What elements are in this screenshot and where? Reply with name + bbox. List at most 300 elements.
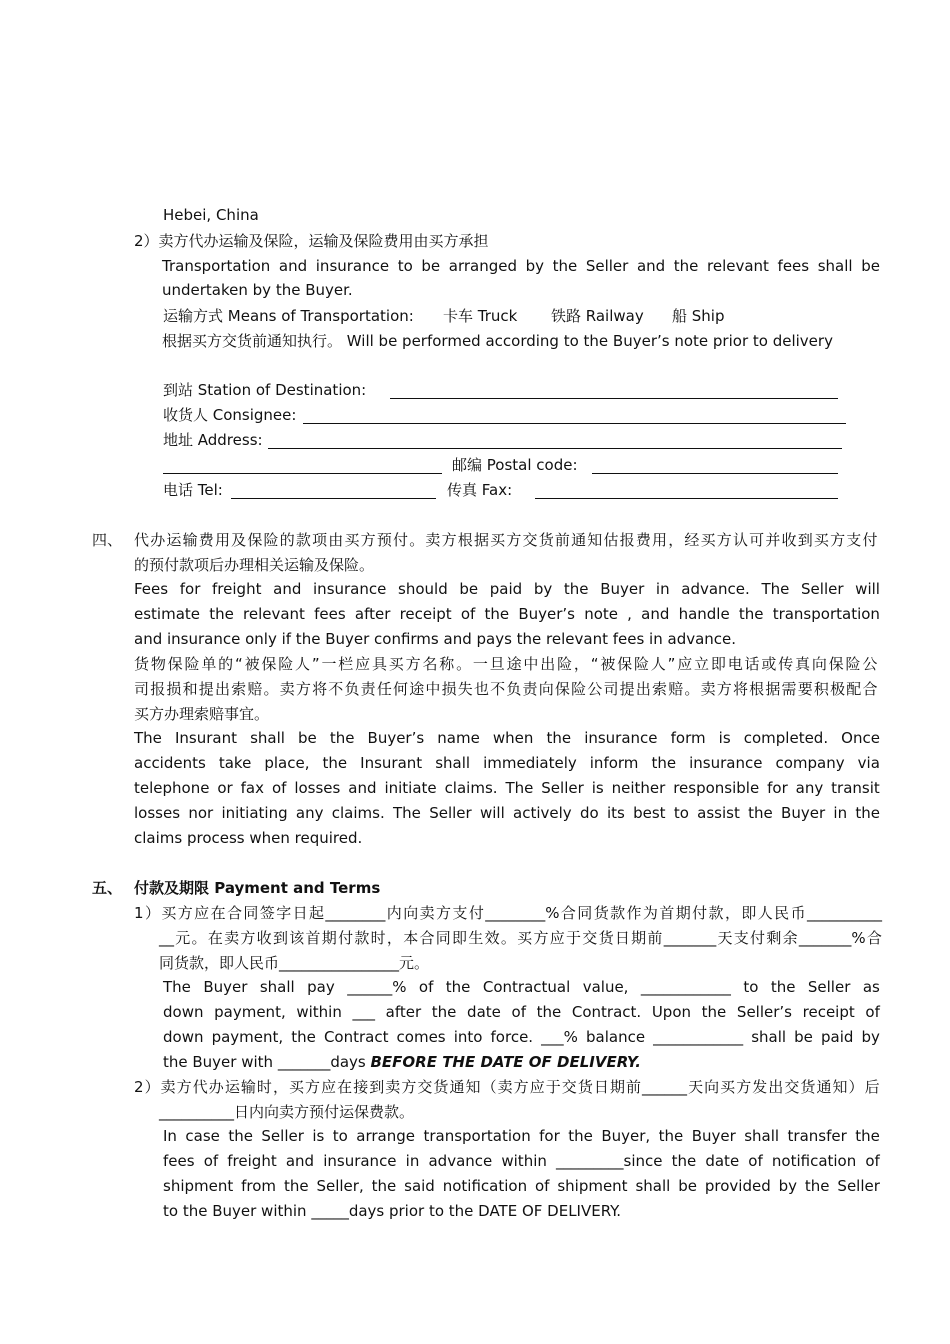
text-token: 天 — [688, 1078, 704, 1096]
text-token: 货 — [577, 1078, 593, 1096]
text-token: 应 — [194, 904, 210, 922]
text-token: the — [568, 1127, 593, 1145]
text-token: 报 — [619, 531, 635, 549]
text-token: 中 — [425, 680, 441, 698]
text-token: 货 — [433, 1078, 449, 1096]
section-5-item-1-cn-line-1 — [134, 903, 882, 923]
text-token: 并 — [765, 531, 781, 549]
text-token: of — [460, 605, 476, 623]
text-token: and — [641, 605, 670, 623]
text-token: the — [371, 1177, 397, 1195]
text-token: 经 — [684, 531, 700, 549]
text-token: 赔 — [247, 680, 263, 698]
text-token: 方 — [405, 655, 421, 673]
section-4-en1-line-1 — [134, 579, 880, 599]
text-token: 。 — [500, 929, 516, 947]
text-token: is — [312, 1127, 325, 1145]
text-token: 将 — [312, 680, 328, 698]
text-token: 提 — [619, 680, 635, 698]
consignee-blank — [303, 423, 846, 424]
text-token: 出 — [214, 680, 230, 698]
text-token: the — [322, 754, 348, 772]
text-token: ” — [667, 655, 676, 673]
text-token: 交 — [561, 1078, 577, 1096]
text-token: 买 — [344, 531, 360, 549]
text-token: be — [678, 1177, 697, 1195]
text-token: 称 — [439, 655, 455, 673]
text-token: 保 — [167, 655, 183, 673]
text-token: the — [701, 1003, 727, 1021]
text-token: 收 — [256, 929, 272, 947]
text-token: transit — [831, 779, 880, 797]
section-5-item-1-cn-line-2 — [159, 928, 882, 948]
text-token: company — [775, 754, 845, 772]
text-token: or — [217, 779, 233, 797]
text-token: the — [651, 754, 677, 772]
text-token: 通 — [571, 531, 587, 549]
text-token: 于 — [545, 1078, 561, 1096]
text-token: the — [431, 1003, 457, 1021]
text-token: force. — [490, 1028, 534, 1046]
station-label: 到站 Station of Destination: — [163, 381, 367, 399]
text-token: Contractual — [482, 978, 571, 996]
text-token: ， — [573, 655, 589, 673]
text-token: 途 — [506, 655, 522, 673]
text-token: Fees — [134, 580, 169, 598]
text-token: advance. — [681, 580, 750, 598]
text-token: receipt — [802, 1003, 855, 1021]
text-token: freight — [227, 1152, 277, 1170]
text-token: 人 — [757, 904, 773, 922]
section-5-item-1-en-line-1 — [163, 977, 880, 997]
section-5-item-1-cn-line-3: 同货款，即人民币________________元。 — [159, 954, 430, 972]
text-token: 期 — [675, 904, 691, 922]
text-token: the — [291, 1028, 316, 1046]
section-5-item-1-en-line-2 — [163, 1002, 880, 1022]
text-token: insurance — [315, 257, 390, 275]
text-token: 认 — [732, 531, 748, 549]
postal-blank — [592, 473, 838, 474]
text-token: comes — [396, 1028, 446, 1046]
text-token: 卖 — [279, 680, 295, 698]
text-token: 付 — [692, 904, 708, 922]
text-token: neither — [611, 779, 666, 797]
text-token: shall — [744, 1127, 780, 1145]
text-token: 司 — [134, 680, 150, 698]
text-token: 款 — [708, 904, 724, 922]
text-token: ______% — [347, 978, 407, 996]
text-token: shipment — [557, 1177, 628, 1195]
text-token: of — [748, 1152, 763, 1170]
text-token: in — [833, 804, 848, 822]
text-token: ） — [144, 904, 160, 922]
text-token: 货 — [598, 929, 614, 947]
text-token: actively — [513, 804, 572, 822]
text-token: “ — [234, 655, 243, 673]
text-token: 责 — [522, 680, 538, 698]
text-token: Buyer — [781, 804, 826, 822]
text-token: arranged — [448, 257, 517, 275]
text-token: ， — [272, 1078, 288, 1096]
item-2-en-line-2: undertaken by the Buyer. — [162, 281, 353, 299]
section-5-item-2-en-line-2 — [163, 1151, 880, 1171]
text-token: 到 — [797, 531, 813, 549]
section-5-item-2-en-line-3 — [163, 1176, 880, 1196]
text-token: 任 — [376, 680, 392, 698]
text-token: provided — [704, 1177, 771, 1195]
text-token: losses — [294, 779, 341, 797]
section-5-item-2-cn-line-2: __________日内向卖方预付运保费款。 — [159, 1103, 415, 1121]
section-5-item-2-en-line-4: to the Buyer within _____days prior to the DATE OF DELIVERY. — [163, 1202, 622, 1220]
text-token: and — [285, 1152, 315, 1170]
text-token: for — [539, 1127, 560, 1145]
text-token: 付 — [338, 929, 354, 947]
text-token: Buyer — [203, 978, 248, 996]
text-token: be — [861, 257, 880, 275]
text-token: 险 — [278, 655, 294, 673]
text-token: balance — [586, 1028, 646, 1046]
text-token: 物 — [150, 655, 166, 673]
text-token: 一 — [472, 655, 488, 673]
text-token: accidents — [134, 754, 206, 772]
text-token: Upon — [651, 1003, 692, 1021]
text-token: 买 — [813, 531, 829, 549]
text-token: 方 — [830, 531, 846, 549]
text-token: 买 — [161, 904, 177, 922]
text-token: insurance — [323, 1152, 397, 1170]
text-token: 被 — [244, 655, 260, 673]
text-token: 损 — [441, 680, 457, 698]
text-token: handle — [678, 605, 730, 623]
text-token: 向 — [811, 655, 827, 673]
text-token: 保 — [617, 655, 633, 673]
text-token: 方 — [716, 680, 732, 698]
text-token: 交 — [784, 1078, 800, 1096]
text-token: 出 — [635, 680, 651, 698]
text-token: 支 — [846, 531, 862, 549]
text-token: 款 — [295, 531, 311, 549]
section-4-cn1-line-1 — [134, 530, 878, 550]
text-token: the — [855, 1127, 880, 1145]
text-token: 途 — [409, 680, 425, 698]
text-token: shall — [751, 1028, 787, 1046]
fax-blank — [535, 498, 838, 499]
text-token: for — [179, 580, 201, 598]
text-token: ， — [668, 531, 684, 549]
text-token: 立 — [694, 655, 710, 673]
text-token: 险 — [184, 655, 200, 673]
text-token: 字 — [276, 904, 292, 922]
address-continuation: Hebei, China — [163, 206, 259, 224]
text-token: Buyer’s — [518, 605, 575, 623]
text-token: nor — [188, 804, 214, 822]
text-token: 合 — [866, 929, 882, 947]
text-token: 买 — [720, 1078, 736, 1096]
text-token: 索 — [231, 680, 247, 698]
text-token: be — [794, 1028, 813, 1046]
text-token: ________ — [325, 904, 386, 922]
text-token: form — [670, 729, 706, 747]
text-token: ____________ — [640, 978, 731, 996]
text-token: the — [546, 729, 572, 747]
text-token: the — [738, 605, 764, 623]
text-token: ______ — [642, 1078, 688, 1096]
section-5-item-1-en-line-4 — [163, 1052, 641, 1072]
text-token: 收 — [781, 531, 797, 549]
text-token: 应 — [549, 929, 565, 947]
text-token: 由 — [328, 531, 344, 549]
text-token: the — [484, 605, 510, 623]
text-token: 方 — [240, 929, 256, 947]
text-token: 积 — [813, 680, 829, 698]
text-token: 据 — [765, 680, 781, 698]
text-token: be — [459, 580, 479, 598]
text-token: the — [671, 1152, 697, 1170]
text-token: 方 — [360, 531, 376, 549]
text-token: inform — [589, 754, 639, 772]
text-token: Buyer — [691, 1127, 736, 1145]
text-token: of — [511, 1003, 526, 1021]
text-token: fees — [777, 257, 810, 275]
text-token: Seller, — [316, 1177, 364, 1195]
text-token: 项 — [312, 531, 328, 549]
text-token: best — [633, 804, 666, 822]
text-token: telephone — [134, 779, 210, 797]
text-token: 方 — [513, 1078, 529, 1096]
text-token: arrange — [356, 1127, 416, 1145]
text-token: 方 — [436, 904, 452, 922]
text-token: 据 — [473, 531, 489, 549]
text-token: payment, — [214, 1003, 286, 1021]
text-token: 一 — [321, 655, 337, 673]
text-token: 不 — [490, 680, 506, 698]
text-token: into — [453, 1028, 483, 1046]
text-token: and — [278, 257, 308, 275]
text-token: 和 — [182, 680, 198, 698]
text-token: 代 — [192, 1078, 208, 1096]
postal-label: 邮编 Postal code: — [452, 456, 578, 474]
text-token: 卖 — [425, 531, 441, 549]
text-token: 中 — [523, 655, 539, 673]
text-token: ___ — [352, 1003, 375, 1021]
text-token: down — [163, 1003, 204, 1021]
section-4-cn2-line-3: 买方办理索赔事宜。 — [134, 705, 270, 723]
text-token: , — [627, 605, 632, 623]
text-token: of — [534, 1177, 550, 1195]
text-token: 接 — [353, 1078, 369, 1096]
text-token: any — [295, 804, 324, 822]
text-token: Seller — [429, 804, 472, 822]
text-token: Insurant — [360, 754, 423, 772]
text-token: 后 — [864, 1078, 880, 1096]
text-token: 即 — [710, 655, 726, 673]
text-token: 买 — [517, 929, 533, 947]
section-4-en2-line-4 — [134, 803, 880, 823]
text-token: the — [283, 1177, 309, 1195]
text-token: fax — [240, 779, 265, 797]
text-token: The — [761, 580, 790, 598]
text-token: 交 — [417, 1078, 433, 1096]
text-token: be — [421, 257, 441, 275]
text-token: 方 — [716, 531, 732, 549]
text-token: to — [332, 1127, 348, 1145]
text-token: 应 — [677, 655, 693, 673]
text-token: the — [804, 1177, 830, 1195]
text-token: ） — [848, 1078, 864, 1096]
text-token: the — [228, 1127, 253, 1145]
text-token: of — [418, 978, 434, 996]
text-token: 出 — [768, 1078, 784, 1096]
text-token: 在 — [207, 929, 223, 947]
address-blank — [268, 448, 842, 449]
text-token: 保 — [261, 655, 277, 673]
consignee-label: 收货人 Consignee: — [163, 406, 297, 424]
text-token: 根 — [749, 680, 765, 698]
text-token: relevant — [707, 257, 769, 275]
text-token: losses — [134, 804, 181, 822]
text-token: 公 — [587, 680, 603, 698]
text-token: 发 — [752, 1078, 768, 1096]
text-token: Once — [841, 729, 880, 747]
text-token: Seller — [801, 580, 844, 598]
text-token: 首 — [659, 904, 675, 922]
text-token: after — [385, 1003, 422, 1021]
section-4-en1-line-2 — [134, 604, 880, 624]
text-token: value, — [582, 978, 629, 996]
text-token: 不 — [328, 680, 344, 698]
section-4-en2-line-2 — [134, 753, 880, 773]
text-token: 知 — [465, 1078, 481, 1096]
text-token: to — [673, 804, 689, 822]
text-token: when — [492, 729, 534, 747]
text-token: fees — [314, 605, 346, 623]
text-token: 同 — [435, 929, 451, 947]
text-token: 于 — [566, 929, 582, 947]
section-4-cn1-line-2: 的预付款项后办理相关运输及保险。 — [134, 556, 375, 574]
text-token: 。 — [191, 929, 207, 947]
text-token: Seller — [585, 257, 629, 275]
text-token: 名 — [422, 655, 438, 673]
text-token: 输 — [240, 1078, 256, 1096]
section-4-en2-line-1 — [134, 728, 880, 748]
text-token: 。 — [263, 680, 279, 698]
text-token: 民 — [774, 904, 790, 922]
text-token: 被 — [600, 655, 616, 673]
text-token: by — [861, 1028, 880, 1046]
text-token: 2 — [134, 1078, 144, 1096]
text-token: 货 — [800, 1078, 816, 1096]
text-token: 的 — [218, 655, 234, 673]
text-token: 即 — [452, 929, 468, 947]
text-token: 应 — [355, 655, 371, 673]
text-token: 要 — [797, 680, 813, 698]
text-token: 签 — [259, 904, 275, 922]
text-token: __________ — [806, 904, 882, 922]
text-token: in — [405, 1152, 420, 1170]
text-token: 本 — [403, 929, 419, 947]
text-token: insurance — [313, 580, 387, 598]
text-token: 出 — [540, 655, 556, 673]
text-token: Seller’s — [736, 1003, 792, 1021]
text-token: 知 — [587, 531, 603, 549]
text-token: 。 — [456, 655, 472, 673]
text-token: 起 — [309, 904, 325, 922]
text-token: 买 — [289, 1078, 305, 1096]
text-token: 估 — [603, 531, 619, 549]
text-token: ________% — [485, 904, 560, 922]
text-token: the — [563, 580, 589, 598]
text-token: “ — [590, 655, 599, 673]
text-token: ___% — [541, 1028, 578, 1046]
text-token: 知 — [832, 1078, 848, 1096]
text-token: 元 — [175, 929, 191, 947]
section-4-cn2-line-1 — [134, 654, 878, 674]
text-token: insurance — [689, 754, 763, 772]
text-token: claims. — [444, 779, 498, 797]
text-token: 向 — [403, 904, 419, 922]
text-token: 保 — [828, 655, 844, 673]
text-token: 内 — [386, 904, 402, 922]
text-token: 具 — [371, 655, 387, 673]
text-token: 运 — [166, 531, 182, 549]
text-token: transportation — [423, 1127, 531, 1145]
text-token: will — [855, 580, 880, 598]
text-token: 剩 — [766, 929, 782, 947]
tel-blank — [231, 498, 436, 499]
text-token: 方 — [533, 929, 549, 947]
before-delivery-emphasis: BEFORE THE DATE OF DELIVERY. — [370, 1053, 641, 1071]
text-token: and — [348, 779, 377, 797]
text-token: _______% — [798, 929, 866, 947]
text-token: 。 — [409, 531, 425, 549]
text-token: of — [203, 1152, 219, 1170]
text-token: and — [636, 257, 666, 275]
section-4-en2-line-5: claims process when required. — [134, 829, 363, 847]
text-token: 同 — [577, 904, 593, 922]
text-token: for — [767, 779, 788, 797]
text-token: 日 — [593, 1078, 609, 1096]
text-token: by — [533, 580, 553, 598]
text-token: 合 — [560, 904, 576, 922]
text-token: 。 — [684, 680, 700, 698]
text-token: Transportation — [162, 257, 271, 275]
text-token: case — [185, 1127, 220, 1145]
text-token: 交 — [522, 531, 538, 549]
text-token: 将 — [732, 680, 748, 698]
section-4-en1-line-3: and insurance only if the Buyer confirms and pays the relevant fees in advance. — [134, 630, 737, 648]
text-token: 负 — [506, 680, 522, 698]
text-token: 卖 — [497, 1078, 513, 1096]
text-token: 办 — [208, 1078, 224, 1096]
text-token: responsible — [673, 779, 760, 797]
text-token: 公 — [862, 655, 878, 673]
text-token: 代 — [134, 531, 150, 549]
text-token: of — [865, 1152, 880, 1170]
text-token: 话 — [744, 655, 760, 673]
text-token: 买 — [388, 655, 404, 673]
text-token: 货 — [593, 904, 609, 922]
section-5-item-1-en-line-3 — [163, 1027, 880, 1047]
item-2-en-line-1 — [162, 256, 880, 276]
text-token: __ — [159, 929, 174, 947]
item-2-cn: 2）卖方代办运输及保险，运输及保险费用由买方承担 — [134, 232, 489, 250]
text-token: 卖 — [160, 1078, 176, 1096]
text-token: 及 — [231, 531, 247, 549]
text-token: Seller — [541, 779, 584, 797]
text-token: 索 — [652, 680, 668, 698]
text-token: payment, — [211, 1028, 284, 1046]
text-token: 余 — [782, 929, 798, 947]
